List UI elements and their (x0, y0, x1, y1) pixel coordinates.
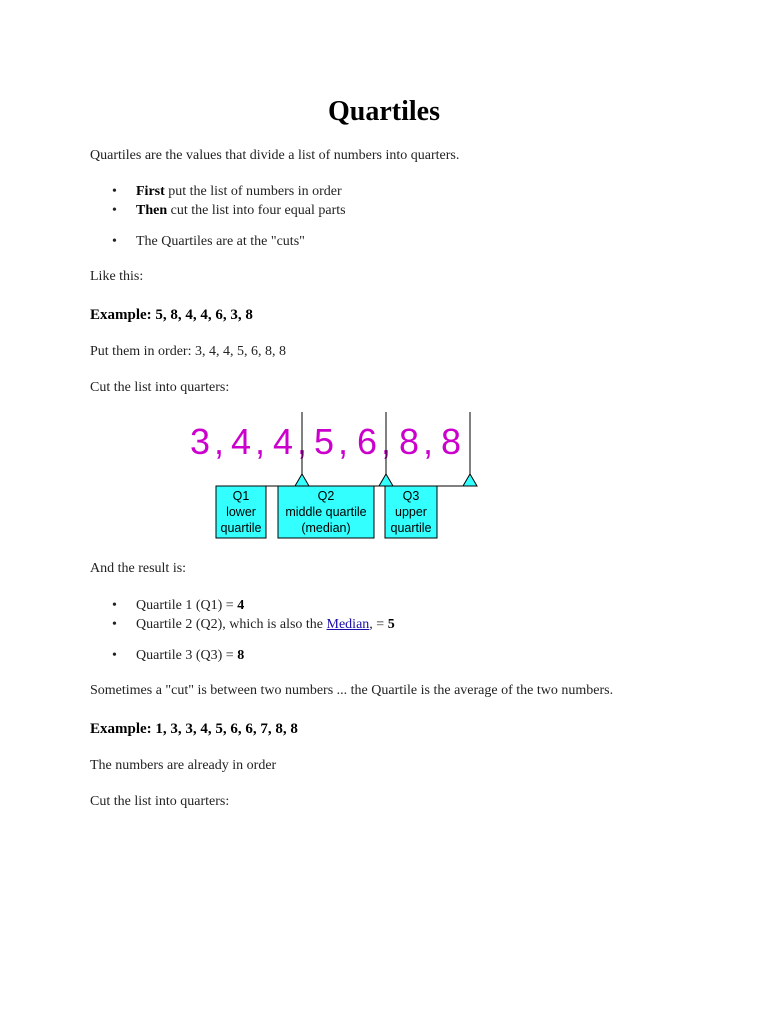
quartile-box-label: lower (226, 505, 256, 519)
list-item (90, 182, 346, 201)
separator-comma: , (214, 421, 225, 462)
steps-list (90, 182, 346, 220)
separator-comma: , (255, 421, 266, 462)
quartile-box-label: quartile (220, 521, 262, 535)
step-keyword: First (136, 184, 165, 199)
result-value: 8 (237, 648, 245, 663)
cuts-list (90, 232, 305, 251)
separator-comma: , (381, 421, 392, 462)
result-intro: And the result is: (90, 561, 187, 576)
sequence-number: 8 (440, 421, 462, 462)
list-item (90, 596, 395, 615)
already-ordered-text: The numbers are already in order (90, 758, 277, 773)
list-item (90, 201, 346, 220)
results-list (90, 596, 395, 634)
list-item (90, 615, 395, 634)
list-item (90, 232, 305, 251)
sequence-number: 6 (356, 421, 378, 462)
quartile-box-label: middle quartile (285, 505, 367, 519)
sequence-number: 4 (272, 421, 294, 462)
quartile-box-label: Q2 (317, 489, 335, 503)
example-2-heading: Example: 1, 3, 3, 4, 5, 6, 6, 7, 8, 8 (90, 721, 298, 737)
example-1-heading: Example: 5, 8, 4, 4, 6, 3, 8 (90, 307, 253, 323)
ordered-list-text: Put them in order: 3, 4, 4, 5, 6, 8, 8 (90, 344, 286, 359)
result-value: 5 (387, 617, 395, 632)
cut-instruction-2: Cut the list into quarters: (90, 794, 230, 809)
result-text: , = (369, 617, 388, 632)
between-note: Sometimes a "cut" is between two numbers ... the Quartile is the average of the two numbers. (90, 683, 614, 698)
quartile-diagram (189, 408, 530, 544)
result-text: Quartile 3 (Q3) = (136, 648, 238, 663)
quartile-box-label: Q1 (232, 489, 250, 503)
quartile-box-label: (median) (301, 521, 351, 535)
quartile-box-label: Q3 (402, 489, 420, 503)
result-value: 4 (237, 598, 245, 613)
sequence-number: 4 (230, 421, 252, 462)
sequence-number: 3 (189, 421, 211, 462)
sequence-number: 8 (398, 421, 420, 462)
step-text: cut the list into four equal parts (167, 203, 346, 218)
cut-instruction: Cut the list into quarters: (90, 380, 230, 395)
step-keyword: Then (136, 203, 168, 218)
intro-paragraph: Quartiles are the values that divide a list of numbers into quarters. (90, 148, 460, 163)
quartile-box-label: upper (395, 505, 427, 519)
result-text: Quartile 1 (Q1) = (136, 598, 238, 613)
like-this-text: Like this: (90, 269, 144, 284)
list-item (90, 646, 244, 665)
step-text: put the list of numbers in order (164, 184, 342, 199)
result-text: Quartile 2 (Q2), which is also the (136, 617, 327, 632)
separator-comma: , (423, 421, 434, 462)
separator-comma: , (297, 421, 308, 462)
sequence-number: 5 (313, 421, 335, 462)
median-link[interactable]: Median (326, 617, 370, 632)
cuts-text: The Quartiles are at the "cuts" (136, 234, 305, 249)
quartile-box-label: quartile (390, 521, 432, 535)
page-title: Quartiles (328, 96, 440, 127)
results-list-2 (90, 646, 244, 665)
separator-comma: , (338, 421, 349, 462)
